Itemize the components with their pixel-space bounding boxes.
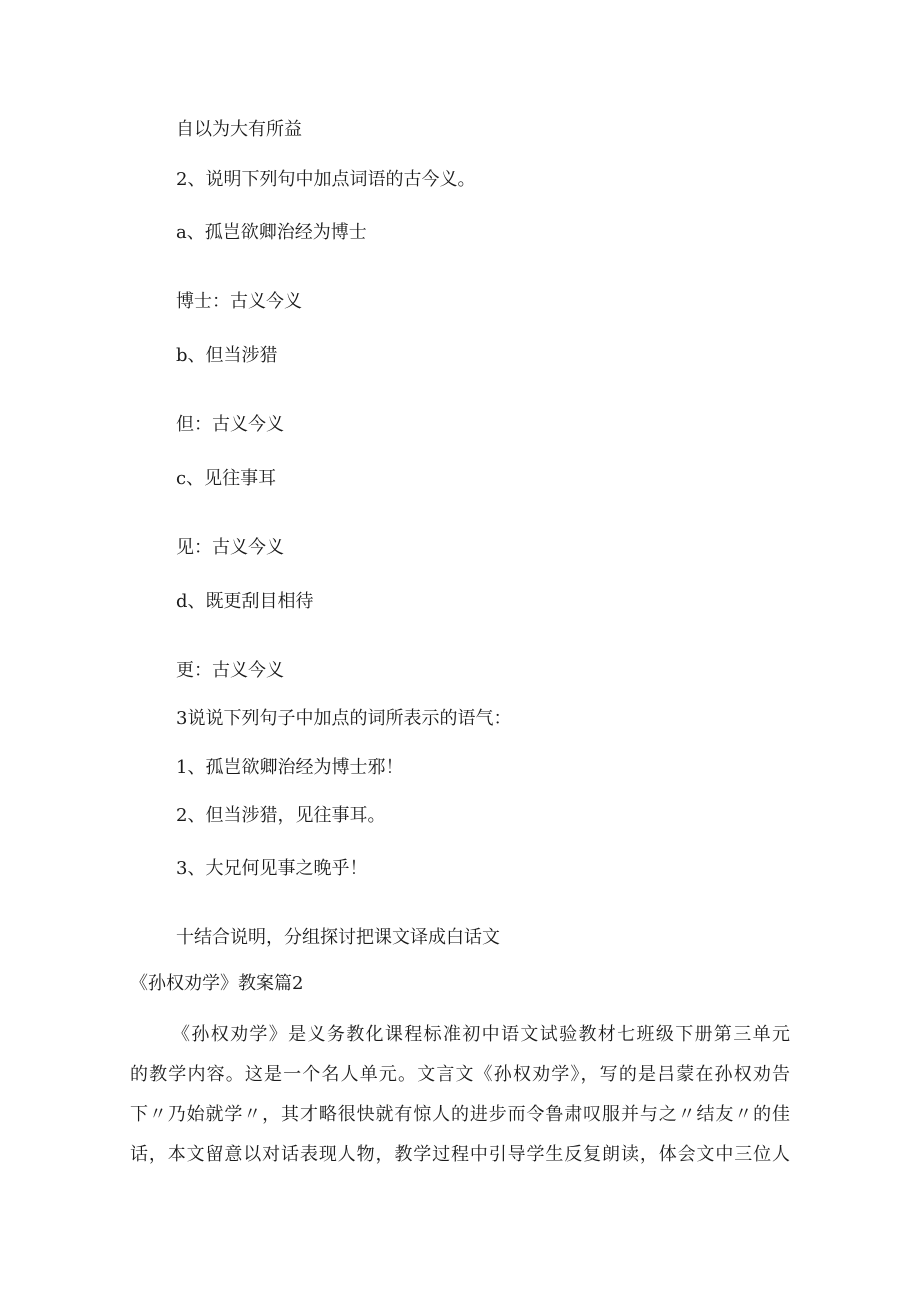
item-b: b、但当涉猎: [176, 345, 278, 366]
answer-a: 博士：古义今义: [176, 291, 302, 312]
sentence-3: 3、大兄何见事之晚乎！: [176, 858, 368, 879]
item-c: c、见往事耳: [176, 468, 277, 489]
item-d: d、既更刮目相待: [176, 591, 314, 612]
paragraph-line: 下〃乃始就学〃，其才略很快就有惊人的进步而令鲁肃叹服并与之〃结友〃的佳: [130, 1104, 790, 1125]
answer-c: 见：古义今义: [176, 537, 284, 558]
question-3: 3说说下列句子中加点的词所表示的语气：: [176, 708, 512, 729]
paragraph-line: 话，本文留意以对话表现人物，教学过程中引导学生反复朗读，体会文中三位人: [130, 1144, 790, 1165]
body-paragraph: [130, 1015, 790, 1175]
paragraph-line: 的教学内容。这是一个名人单元。文言文《孙权劝学》，写的是吕蒙在孙权劝告: [130, 1064, 790, 1085]
answer-b: 但：古义今义: [176, 414, 284, 435]
text-line: 自以为大有所益: [176, 119, 302, 140]
step-ten: 十结合说明，分组探讨把课文译成白话文: [176, 927, 500, 948]
answer-d: 更：古义今义: [176, 660, 284, 681]
sentence-1: 1、孤岂欲卿治经为博士邪！: [176, 757, 404, 778]
item-a: a、孤岂欲卿治经为博士: [176, 222, 367, 243]
section-heading: 《孙权劝学》教案篇2: [130, 973, 304, 994]
sentence-2: 2、但当涉猎，见往事耳。: [176, 805, 386, 826]
question-2: 2、说明下列句中加点词语的古今义。: [176, 169, 476, 190]
paragraph-line: 《孙权劝学》是义务教化课程标准初中语文试验教材七班级下册第三单元: [172, 1024, 790, 1045]
